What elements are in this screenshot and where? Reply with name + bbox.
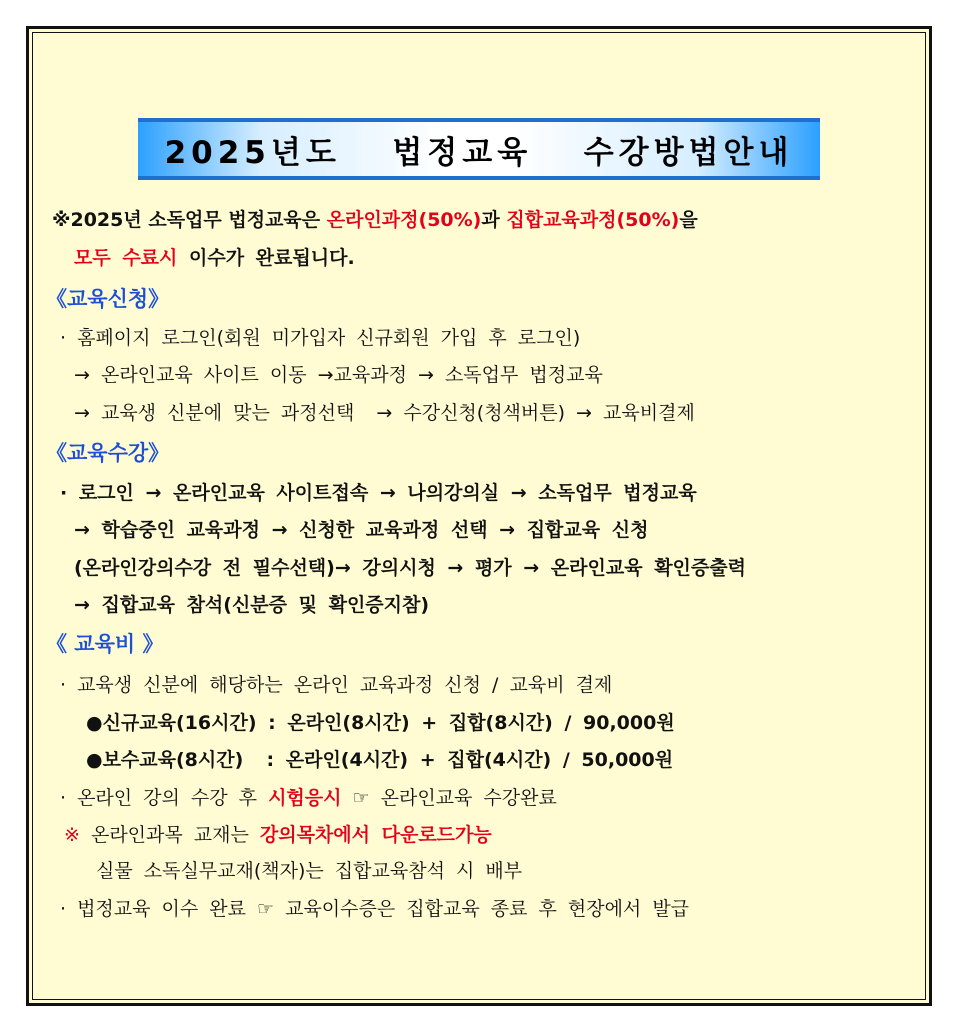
notice-mark: ※ xyxy=(52,209,71,231)
exam-post: ☞ 온라인교육 수강완료 xyxy=(341,787,557,809)
notice-online: 온라인과정(50%) xyxy=(326,209,482,231)
fee-item-new: ●신규교육(16시간) : 온라인(8시간) + 집합(8시간) / 90,000원 xyxy=(86,712,675,734)
notice-and: 과 xyxy=(481,209,507,231)
notice-group: 집합교육과정(50%) xyxy=(506,209,680,231)
notice-text: 2025년 소독업무 법정교육은 xyxy=(70,209,327,231)
material-line-2: 실물 소독실무교재(책자)는 집합교육참석 시 배부 xyxy=(96,860,523,882)
material-highlight: 강의목차에서 다운로드가능 xyxy=(259,824,492,846)
page-title: 2025년도 법정교육 수강방법안내 xyxy=(164,134,794,171)
material-mark: ※ xyxy=(64,824,80,846)
section-heading-fee: 《 교육비 》 xyxy=(46,632,164,656)
exam-highlight: 시험응시 xyxy=(268,787,342,809)
apply-line-2: → 온라인교육 사이트 이동 →교육과정 → 소독업무 법정교육 xyxy=(74,364,603,386)
attend-line-1: · 로그인 → 온라인교육 사이트접속 → 나의강의실 → 소독업무 법정교육 xyxy=(60,482,697,504)
section-heading-apply: 《교육신청》 xyxy=(46,287,170,311)
section-heading-attend: 《교육수강》 xyxy=(46,441,170,465)
complete-line: · 법정교육 이수 완료 ☞ 교육이수증은 집합교육 종료 후 현장에서 발급 xyxy=(60,898,690,920)
exam-line xyxy=(60,785,557,811)
material-pre: 온라인과목 교재는 xyxy=(79,824,260,846)
material-line xyxy=(64,822,492,848)
attend-line-3: (온라인강의수강 전 필수선택)→ 강의시청 → 평가 → 온라인교육 확인증출력 xyxy=(74,557,746,579)
notice-line-2 xyxy=(74,245,355,271)
title-banner xyxy=(138,118,820,180)
exam-pre: · 온라인 강의 수강 후 xyxy=(60,787,269,809)
notice-complete-all: 모두 수료시 xyxy=(74,247,178,269)
notice-tail: 을 xyxy=(679,209,698,231)
attend-line-2: → 학습중인 교육과정 → 신청한 교육과정 선택 → 집합교육 신청 xyxy=(74,519,649,541)
fee-line-1: · 교육생 신분에 해당하는 온라인 교육과정 신청 / 교육비 결제 xyxy=(60,674,613,696)
notice-line-1 xyxy=(52,207,698,233)
apply-line-3: → 교육생 신분에 맞는 과정선택 → 수강신청(청색버튼) → 교육비결제 xyxy=(74,402,695,424)
apply-line-1: · 홈페이지 로그인(회원 미가입자 신규회원 가입 후 로그인) xyxy=(60,327,581,349)
attend-line-4: → 집합교육 참석(신분증 및 확인증지참) xyxy=(74,594,430,616)
fee-item-refresh: ●보수교육(8시간) : 온라인(4시간) + 집합(4시간) / 50,000원 xyxy=(86,749,674,771)
notice-line-2-tail: 이수가 완료됩니다. xyxy=(177,247,355,269)
